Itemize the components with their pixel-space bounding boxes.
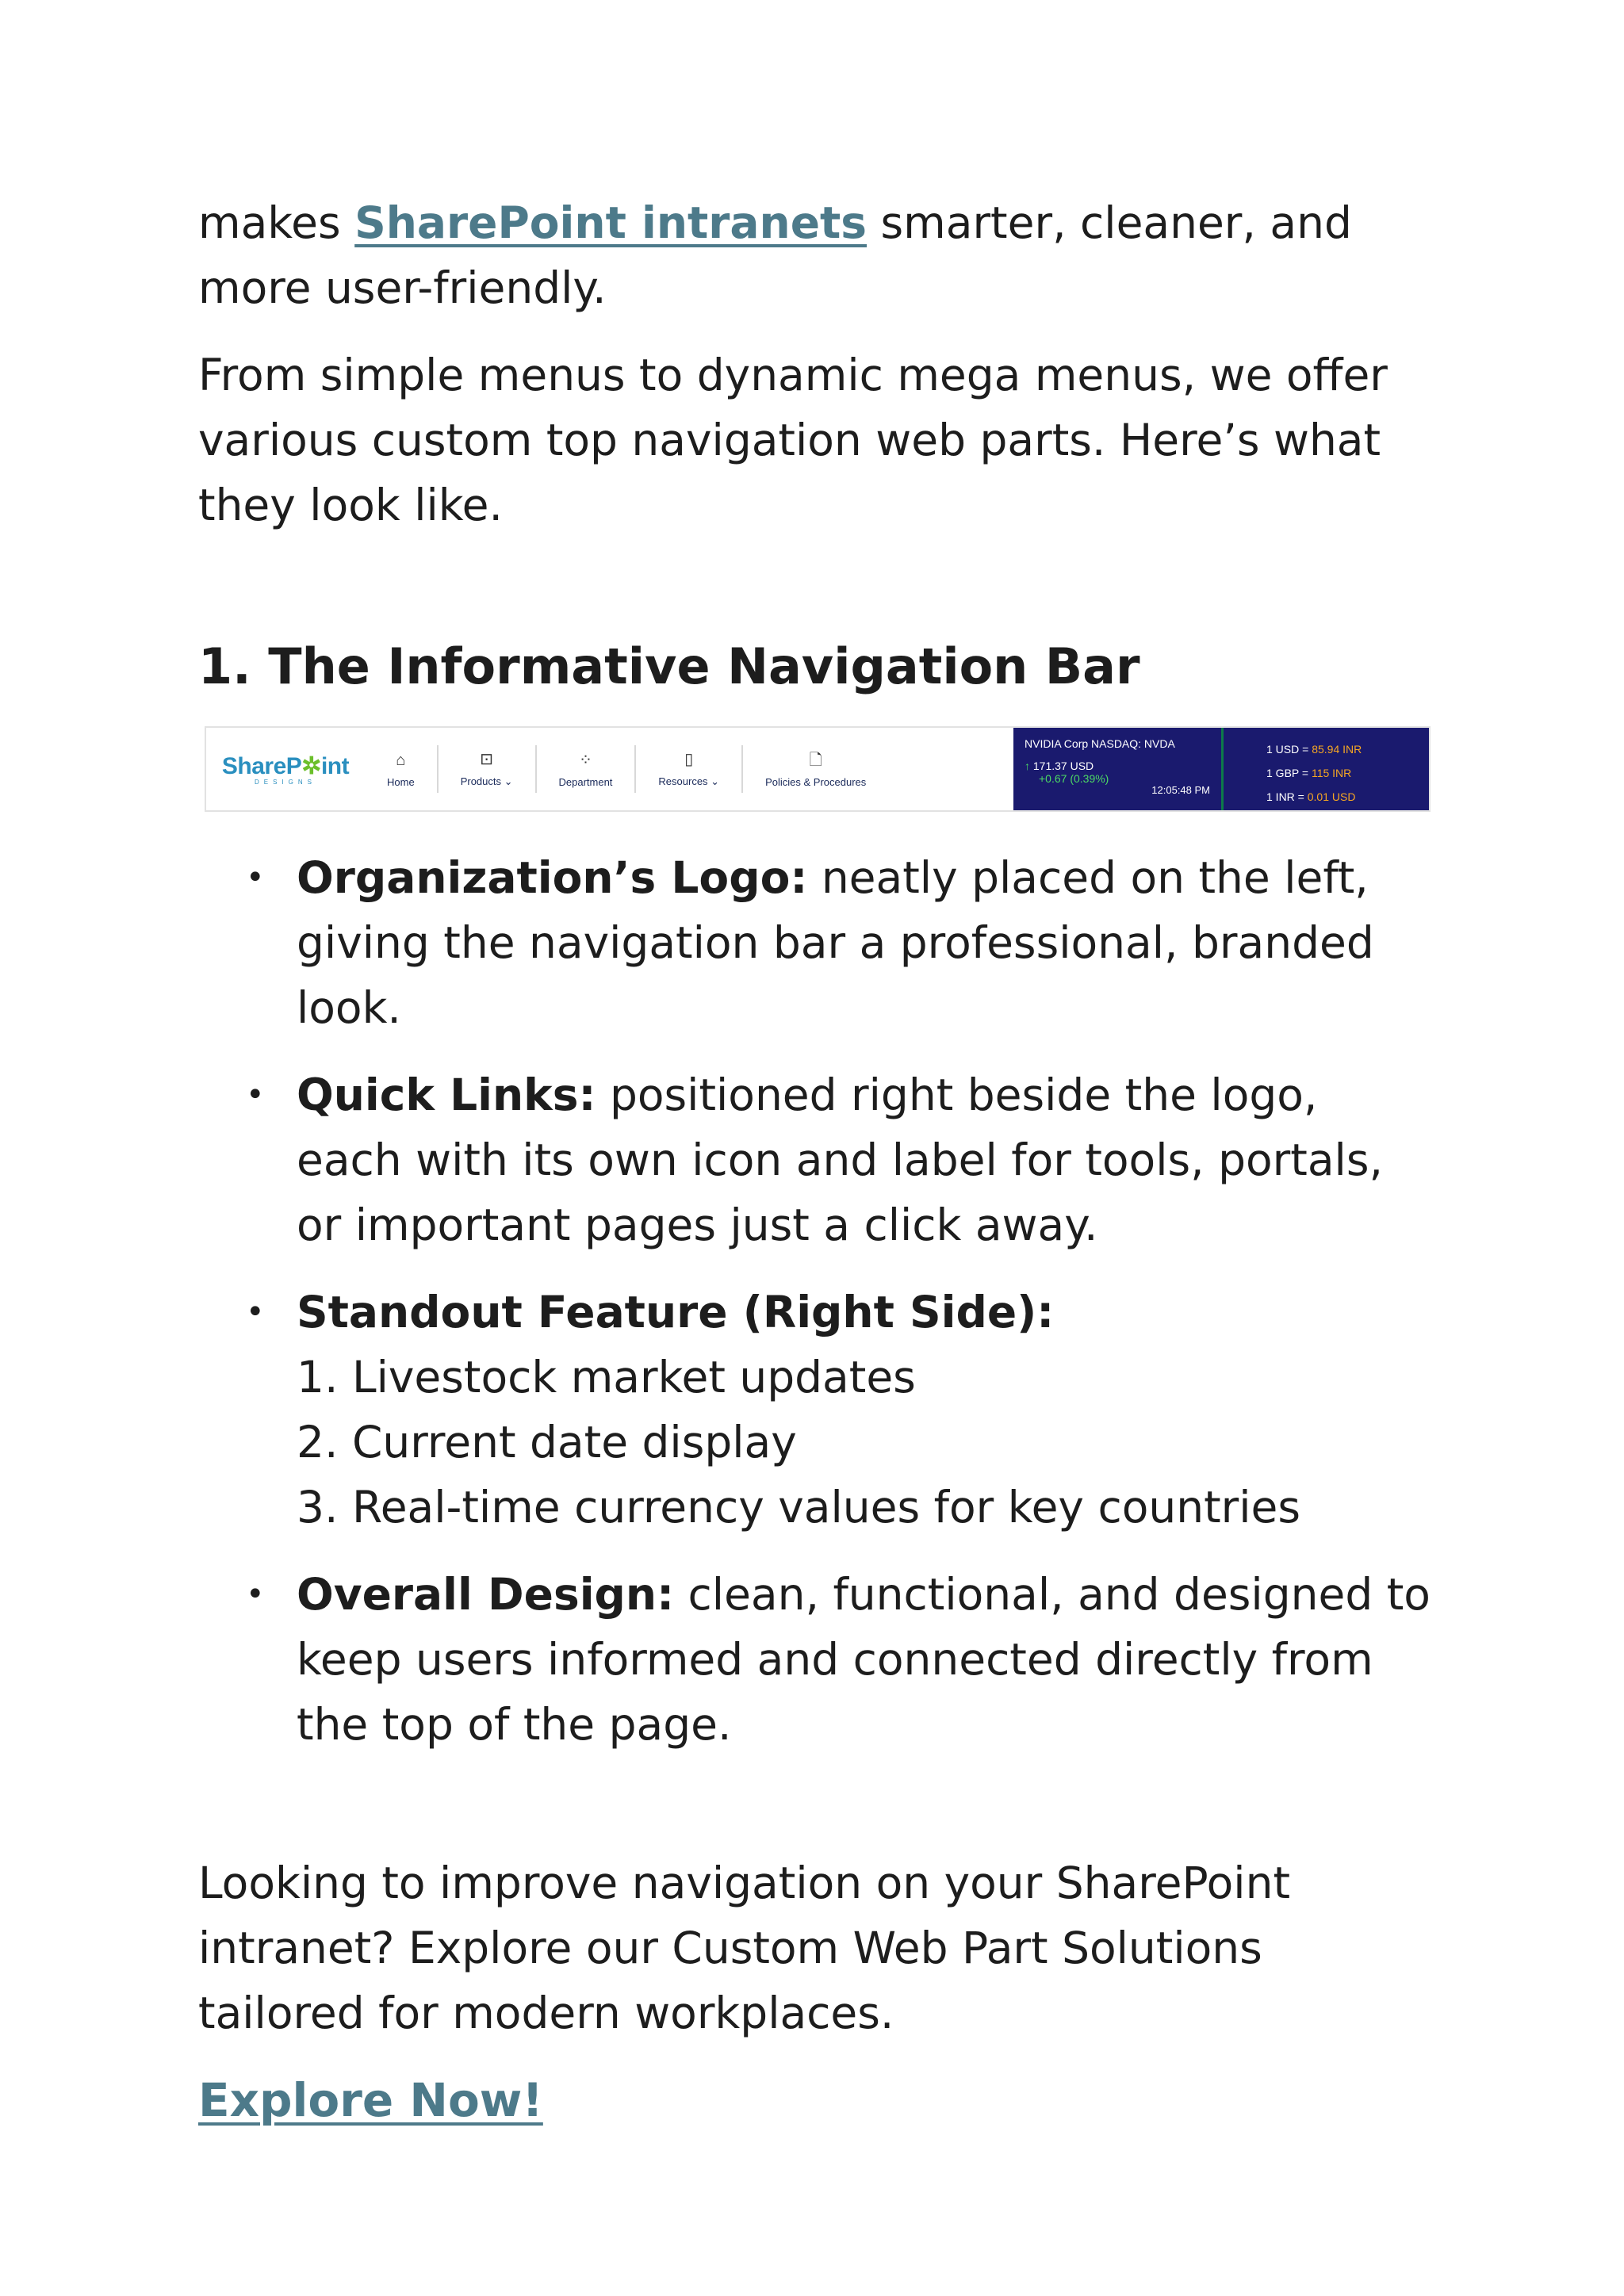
feature-line: 3. Real-time currency values for key countries <box>297 1482 1301 1533</box>
currency-row: 1 GBP = 115 INR <box>1266 767 1352 779</box>
logo-gear-icon: ✲ <box>301 753 321 779</box>
menus-paragraph: From simple menus to dynamic mega menus, we offer various custom top navigation web parts. Here’s what they look like. <box>198 350 1388 530</box>
list-item <box>198 1280 1435 1540</box>
bullet-icon: • <box>246 1077 265 1113</box>
nav-item-department[interactable] <box>537 745 637 793</box>
bullet-icon: • <box>246 1576 265 1613</box>
nav-item-home[interactable] <box>365 745 439 793</box>
resources-icon: ▯ <box>684 751 694 768</box>
nav-item-label: Home <box>387 775 415 788</box>
bullet-title: Standout Feature (Right Side): <box>297 1287 1055 1337</box>
quick-links <box>365 728 1013 810</box>
intro-text-start: makes <box>198 197 355 248</box>
intro-paragraph <box>198 190 1435 320</box>
explore-now-link[interactable]: Explore Now! <box>198 2073 543 2127</box>
feature-line: 2. Current date display <box>297 1417 797 1468</box>
nav-item-label: Products ⌄ <box>460 775 513 787</box>
bullet-title: Overall Design: <box>297 1569 675 1620</box>
bullet-title: Quick Links: <box>297 1070 596 1120</box>
home-icon: ⌂ <box>396 751 406 769</box>
stock-name: NVIDIA Corp NASDAQ: NVDA <box>1025 737 1175 750</box>
document-icon: 🗋 <box>809 751 822 769</box>
intro-text-end: smarter, cleaner, and more user-friendly. <box>198 197 1352 313</box>
logo-subtitle: DESIGNS <box>254 779 316 786</box>
stock-time: 12:05:48 PM <box>1151 784 1210 796</box>
list-item <box>198 845 1435 1040</box>
feature-line: 1. Livestock market updates <box>297 1352 916 1402</box>
feature-list <box>198 845 1435 1757</box>
sharepoint-designs-logo <box>206 728 365 810</box>
nav-item-products[interactable] <box>439 745 537 793</box>
products-icon: ⊡ <box>480 751 493 768</box>
stock-price: 171.37 USD <box>1032 760 1094 772</box>
currency-row: 1 USD = 85.94 INR <box>1266 743 1362 756</box>
sharepoint-intranets-link[interactable]: SharePoint intranets <box>354 197 868 248</box>
list-item <box>198 1562 1435 1757</box>
stock-ticker-panel <box>1013 728 1221 810</box>
nav-item-label: Resources ⌄ <box>658 775 720 787</box>
bullet-text: neatly placed on the left, giving the navigation bar a professional, branded look. <box>297 852 1374 1033</box>
nav-item-label: Policies & Procedures <box>765 775 867 788</box>
currency-panel <box>1221 728 1429 810</box>
list-item <box>198 1062 1435 1257</box>
bullet-text: clean, functional, and designed to keep users informed and connected directly from the top of the page. <box>297 1569 1431 1750</box>
stock-change: +0.67 (0.39%) <box>1039 772 1109 785</box>
logo-text-tail: int <box>320 753 350 779</box>
currency-row: 1 INR = 0.01 USD <box>1266 790 1356 803</box>
nav-item-label: Department <box>558 775 613 788</box>
department-icon: ⁘ <box>579 751 592 769</box>
bullet-text: positioned right beside the logo, each with its own icon and label for tools, portals, or important pages just a click away. <box>297 1070 1383 1250</box>
bullet-title: Organization’s Logo: <box>297 852 808 903</box>
bullet-icon: • <box>246 859 265 896</box>
navigation-bar-preview <box>205 726 1431 812</box>
nav-item-policies[interactable] <box>743 745 888 793</box>
nav-item-resources[interactable] <box>636 745 743 793</box>
logo-text-blue: ShareP <box>221 753 302 779</box>
up-arrow-icon: ↑ <box>1025 760 1030 772</box>
article-content <box>198 190 1435 2133</box>
bullet-icon: • <box>246 1294 265 1330</box>
cta-paragraph: Looking to improve navigation on your SharePoint intranet? Explore our Custom Web Part Solutions tailored for modern workplaces. <box>198 1858 1291 2038</box>
section-heading: 1. The Informative Navigation Bar <box>198 637 1140 695</box>
